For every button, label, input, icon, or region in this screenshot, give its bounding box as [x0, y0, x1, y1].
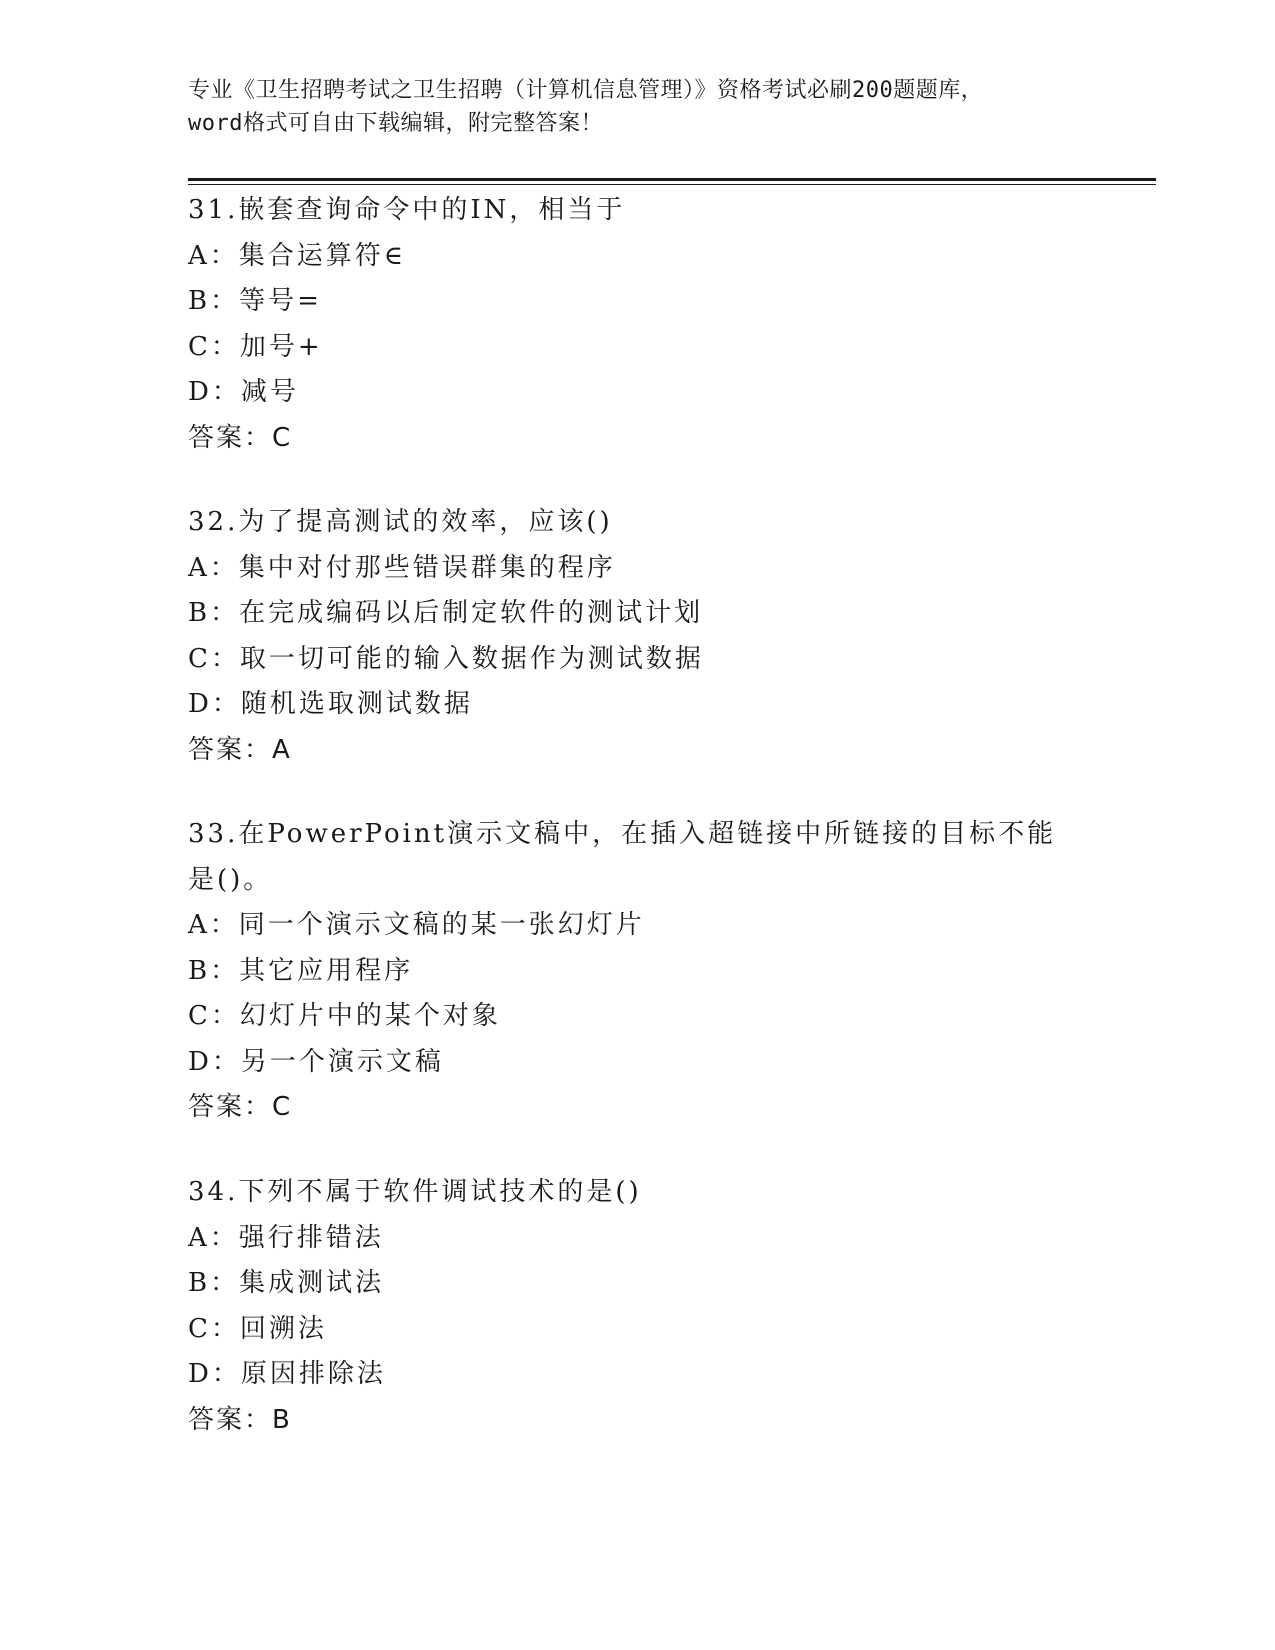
- option-d: D：减号: [188, 377, 299, 407]
- question-block-31: [188, 188, 1088, 461]
- question-block-33: [188, 812, 1088, 1131]
- question-stem: 32.为了提高测试的效率，应该(): [188, 507, 613, 537]
- option-b: B：在完成编码以后制定软件的测试计划: [188, 598, 704, 628]
- answer-label: 答案：C: [188, 422, 293, 453]
- option-d: D：原因排除法: [188, 1359, 386, 1389]
- header-line-2: word格式可自由下载编辑，附完整答案！: [188, 111, 603, 136]
- header-divider-thick: [188, 178, 1156, 181]
- option-d: D：另一个演示文稿: [188, 1046, 444, 1077]
- answer-label: 答案：B: [188, 1404, 292, 1435]
- question-stem: 33.在PowerPoint演示文稿中，在插入超链接中所链接的目标不能是()。: [188, 819, 1057, 895]
- header-divider-thin: [188, 184, 1156, 185]
- option-a: A：集合运算符∈: [188, 240, 407, 271]
- answer-label: 答案：A: [188, 734, 292, 765]
- option-d: D：随机选取测试数据: [188, 689, 473, 719]
- answer-label: 答案：C: [188, 1092, 293, 1122]
- option-c: C：幻灯片中的某个对象: [188, 1001, 501, 1031]
- option-b: B：其它应用程序: [188, 955, 414, 986]
- option-c: C：取一切可能的输入数据作为测试数据: [188, 643, 704, 674]
- option-c: C：加号+: [188, 331, 323, 362]
- question-stem: 31.嵌套查询命令中的IN，相当于: [188, 195, 626, 225]
- option-a: A：集中对付那些错误群集的程序: [188, 552, 616, 583]
- option-a: A：同一个演示文稿的某一张幻灯片: [188, 910, 645, 940]
- header-line-1: 专业《卫生招聘考试之卫生招聘（计算机信息管理）》资格考试必刷200题题库，: [188, 78, 984, 103]
- option-b: B：集成测试法: [188, 1268, 385, 1298]
- option-b: B：等号=: [188, 286, 322, 316]
- question-block-32: [188, 500, 1088, 773]
- option-c: C：回溯法: [188, 1313, 327, 1344]
- question-block-34: [188, 1170, 1088, 1443]
- option-a: A：强行排错法: [188, 1222, 384, 1253]
- document-header: [188, 74, 1088, 140]
- question-stem: 34.下列不属于软件调试技术的是(): [188, 1177, 642, 1207]
